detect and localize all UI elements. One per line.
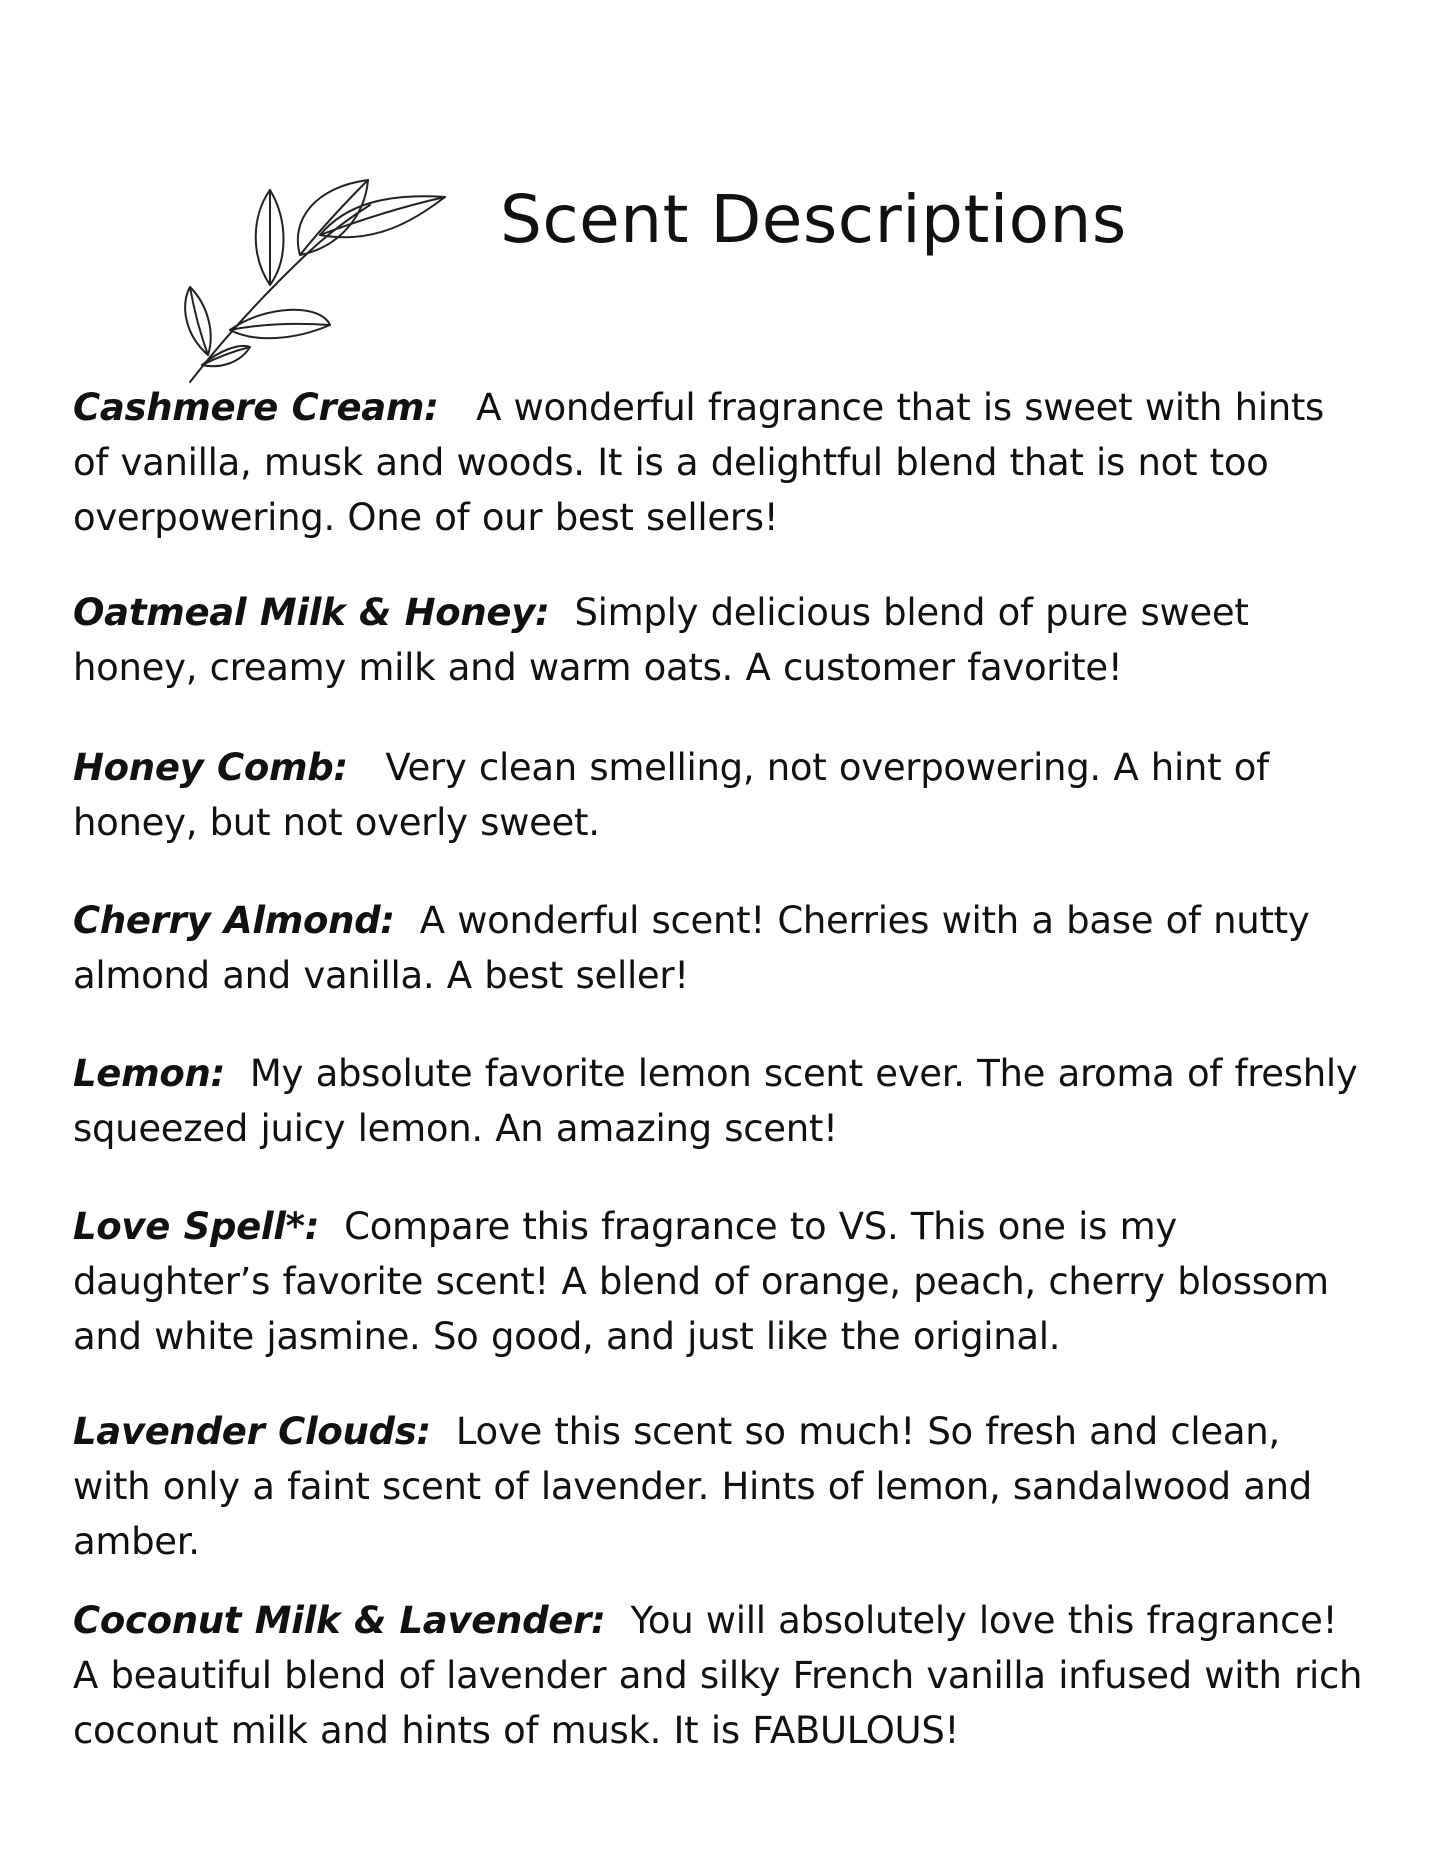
page-title: Scent Descriptions bbox=[500, 181, 1127, 258]
scent-description: Compare this fragrance to VS. This one is my daughter’s favorite scent! A blend of orange, peach, cherry blossom and white jasmine. So good, and just like the original. bbox=[73, 1205, 1329, 1358]
scent-name: Honey Comb: bbox=[73, 746, 348, 789]
scent-entry-coconut-milk-lavender bbox=[73, 1593, 1368, 1758]
scent-entry-love-spell bbox=[73, 1199, 1368, 1364]
scent-name: Lemon: bbox=[73, 1052, 225, 1095]
scent-name: Coconut Milk & Lavender: bbox=[73, 1599, 606, 1642]
scent-description: You will absolutely love this fragrance! A beautiful blend of lavender and silky French vanilla infused with rich coconut milk and hints of musk. It is FABULOUS! bbox=[73, 1599, 1363, 1752]
scent-entry-cashmere-cream bbox=[73, 380, 1368, 545]
scent-entry-honey-comb bbox=[73, 740, 1368, 850]
scent-name: Lavender Clouds: bbox=[73, 1410, 431, 1453]
scent-name: Oatmeal Milk & Honey: bbox=[73, 591, 550, 634]
scent-description: Simply delicious blend of pure sweet honey, creamy milk and warm oats. A customer favorite! bbox=[73, 591, 1249, 689]
scent-entry-oatmeal-milk-honey bbox=[73, 585, 1368, 695]
scent-entry-lavender-clouds bbox=[73, 1404, 1368, 1569]
scent-description: My absolute favorite lemon scent ever. The aroma of freshly squeezed juicy lemon. An amazing scent! bbox=[73, 1052, 1358, 1150]
scent-description: Very clean smelling, not overpowering. A hint of honey, but not overly sweet. bbox=[73, 746, 1269, 844]
leaf-branch-icon bbox=[170, 175, 460, 390]
scent-name: Cherry Almond: bbox=[73, 899, 395, 942]
scent-description: A wonderful fragrance that is sweet with hints of vanilla, musk and woods. It is a delightful blend that is not too overpowering. One of our best sellers! bbox=[73, 386, 1325, 539]
scent-entry-lemon bbox=[73, 1046, 1368, 1156]
scent-entry-cherry-almond bbox=[73, 893, 1368, 1003]
scent-name: Cashmere Cream: bbox=[73, 386, 439, 429]
scent-name: Love Spell*: bbox=[73, 1205, 320, 1248]
scent-description: Love this scent so much! So fresh and clean, with only a faint scent of lavender. Hints of lemon, sandalwood and amber. bbox=[73, 1410, 1312, 1563]
scent-description: A wonderful scent! Cherries with a base of nutty almond and vanilla. A best seller! bbox=[73, 899, 1310, 997]
